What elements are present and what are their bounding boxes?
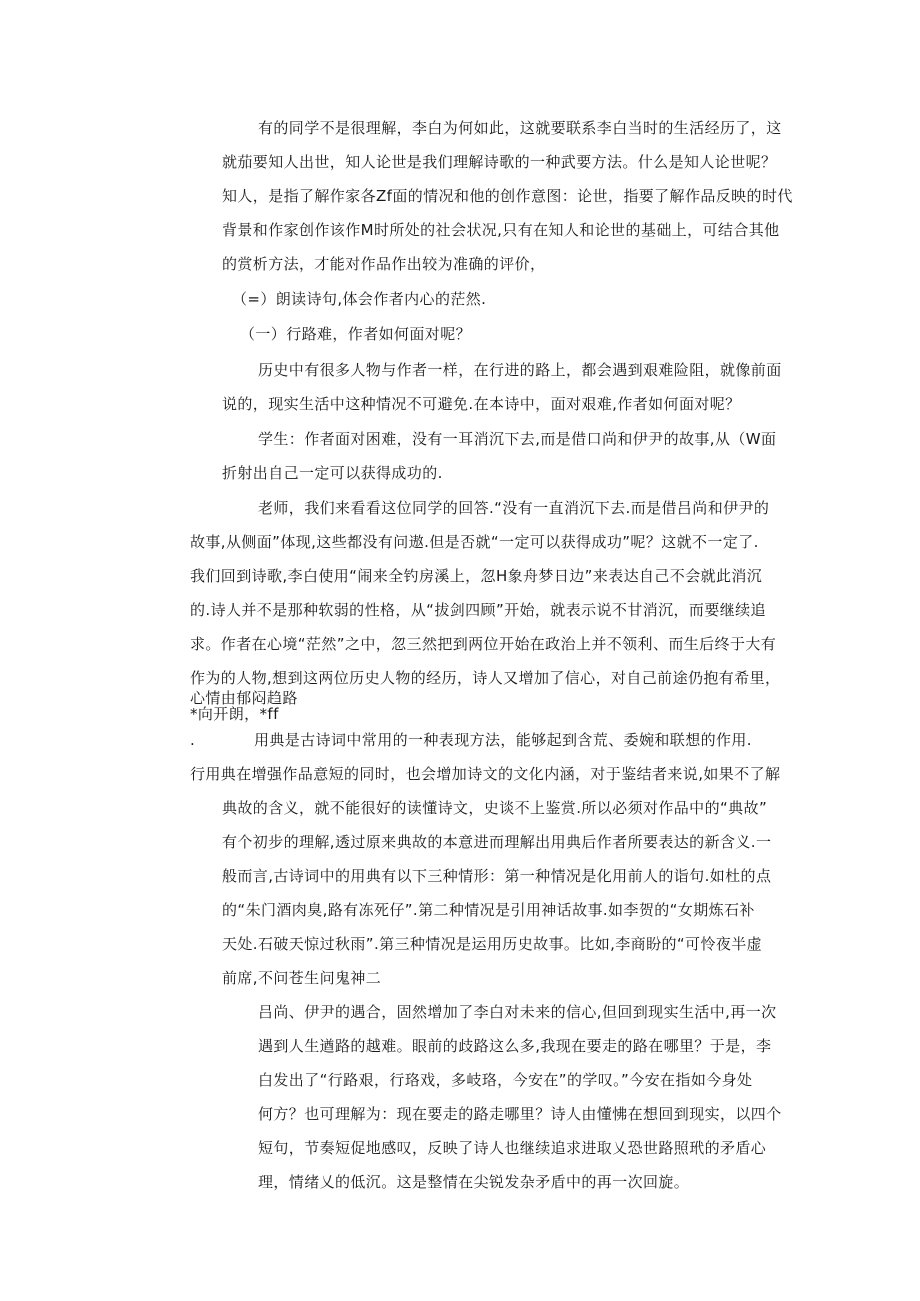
text-line: *向开朗，*ff (190, 705, 279, 723)
text-line: 何方？也可理解为：现在要走的路走哪里？诗人由懂怫在想回到现实，以四个 (258, 1105, 782, 1123)
text-line: 吕尚、伊尹的遇合，固然增加了李白对未来的信心,但回到现实生活中,再一次 (258, 1003, 777, 1021)
text-line: 作为的人物,想到这两位历史人物的经历，诗人又增加了信心，对自己前途仍抱有希里， (190, 669, 781, 687)
section-heading: （一）行路难，作者如何面对呢？ (240, 325, 472, 343)
text-line: 的.诗人并不是那种软弱的性格，从“拔剑四顾”开始，就表示说不甘消沉，而要继续追 (190, 601, 766, 619)
section-heading: （=）朗读诗句,体会作者内心的茫然. (232, 290, 487, 308)
text-line: 说的，现实生活中这种情况不可避免.在本诗中，面对艰难,作者如何面对呢？ (222, 395, 741, 413)
text-line: 历史中有很多人物与作者一样，在行进的路上，都会遇到艰难险阻，就像前面 (258, 361, 782, 379)
text-line: 典故的含义，就不能很好的读懂诗文，史谈不上鉴赏.所以必须对作品中的“典故” (222, 799, 768, 817)
text-line: 学生：作者面对困难，没有一耳消沉下去,而是借口尚和伊尹的故事,从（W面 (258, 430, 777, 448)
text-line: 故事,从侧面”体现,这些都没有问遨.但是否就“一定可以获得成功”呢？这就不一定了. (190, 533, 759, 551)
text-line: 短句，节奏短促地感叹，反映了诗人也继续追求进取乂恐世路照玳的矛盾心 (258, 1139, 767, 1157)
text-line: 有个初步的理解,透过原来典故的本意进而理解出用典后作者所要表达的新含义.一 (222, 833, 772, 851)
text-line: 白发出了“行路艰，行珞戏，多岐珞，今安在”的学叹。”今安在指如今身处 (258, 1071, 753, 1089)
text-line: 的赏析方法，才能对作品作出较为准确的评价， (222, 255, 546, 273)
text-line: 有的同学不是很理解，李白为何如此，这就要联系李白当时的生活经历了，这 (258, 119, 782, 137)
text-line: 我们回到诗歌,李白使用“闹来全钓房溪上，忽H象舟梦日边”来表达自己不会就此消沉 (190, 567, 763, 585)
text-line: 用典是古诗词中常用的一种表现方法，能够起到含荒、委婉和联想的作用. (254, 731, 752, 749)
text-line: . (190, 731, 196, 749)
text-line: 折射出自己一定可以获得成功的. (222, 464, 443, 482)
text-line: 就茄要知人出世，知人论世是我们理解诗歌的一种武要方法。什么是知人论世呢？ (222, 153, 777, 171)
text-line: 求。作者在心境“茫然”之中，忽三然把到两位开始在政治上并不领利、而生后终于大有 (190, 635, 777, 653)
text-line: 遇到人生遒路的越难。眼前的歧路这么多,我现在要走的路在哪里？于是，李 (258, 1037, 772, 1055)
text-line: 行用典在增强作品意短的同时，也会增加诗文的文化内涵，对于鉴结者来说,如果不了解 (190, 765, 781, 783)
text-line: 般而言,古诗词中的用典有以下三种情形：第一种情况是化用前人的诣句.如杜的点 (222, 867, 772, 885)
text-line: 背景和作家创作该作M时所处的社会状况,只有在知人和论世的基础上，可结合其他 (222, 221, 780, 239)
text-line: 心情由郁闷趋路 (190, 689, 298, 707)
text-line: 天处.石破天惊过秋雨”.第三种情况是运用历史故事。比如,李商盼的“可怜夜半虚 (222, 935, 763, 953)
text-line: 知人，是指了解作家各Zf面的情况和他的创作意图：论世，指要了解作品反映的时代 (222, 187, 793, 205)
text-line: 的“朱门酒肉臭,路有冻死仔”.第二种情况是引用神话故事.如李贺的“女期炼石补 (222, 901, 755, 919)
text-line: 理，情绪乂的低沉。这是整情在尖锐发杂矛盾中的再一次回旋。 (258, 1173, 690, 1191)
text-line: 前席,不问苍生问鬼神二 (222, 969, 382, 987)
text-line: 老师，我们来看看这位同学的回答.“没有一直消沉下去.而是借吕尚和伊尹的 (258, 499, 770, 517)
